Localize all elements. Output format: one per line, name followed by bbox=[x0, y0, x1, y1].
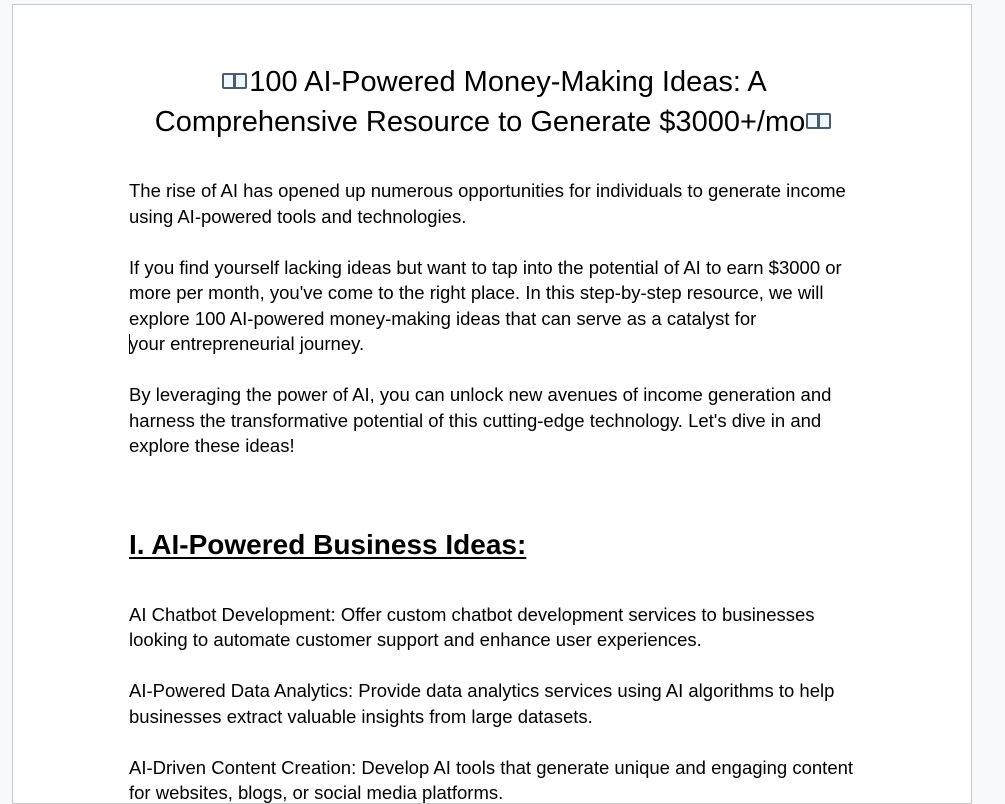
intro-paragraph-3: By leveraging the power of AI, you can unlock new avenues of income generation and harness the transformative potential of this cutting-edge technology. Let's dive in and explore these ideas! bbox=[129, 382, 859, 459]
idea-item: AI-Driven Content Creation: Develop AI tools that generate unique and engaging content for websites, blogs, or social media platforms. bbox=[129, 755, 859, 804]
section-heading: I. AI-Powered Business Ideas: bbox=[129, 528, 859, 562]
intro-paragraph-1: The rise of AI has opened up numerous opportunities for individuals to generate income using AI-powered tools and technologies. bbox=[129, 178, 859, 229]
document-title bbox=[129, 62, 859, 142]
title-line-1: 100 AI-Powered Money-Making Ideas: A bbox=[249, 66, 766, 98]
title-line-2: Comprehensive Resource to Generate $3000+/mo bbox=[155, 106, 805, 138]
intro-paragraph-2-end: your entrepreneurial journey. bbox=[129, 333, 364, 354]
document-page[interactable] bbox=[12, 4, 972, 804]
open-book-icon bbox=[805, 112, 833, 132]
document-content[interactable] bbox=[129, 5, 859, 804]
idea-item: AI Chatbot Development: Offer custom chatbot development services to businesses looking to automate customer support and enhance user experiences. bbox=[129, 602, 859, 653]
intro-paragraph-2 bbox=[129, 255, 859, 357]
open-book-icon bbox=[221, 72, 249, 92]
idea-item: AI-Powered Data Analytics: Provide data analytics services using AI algorithms to help businesses extract valuable insights from large datasets. bbox=[129, 678, 859, 729]
intro-paragraph-2-text: If you find yourself lacking ideas but want to tap into the potential of AI to earn $3000 or more per month, you've come to the right place. In this step-by-step resource, we will explore 100 AI-powered money-making ideas that can serve as a catalyst for bbox=[129, 257, 842, 329]
